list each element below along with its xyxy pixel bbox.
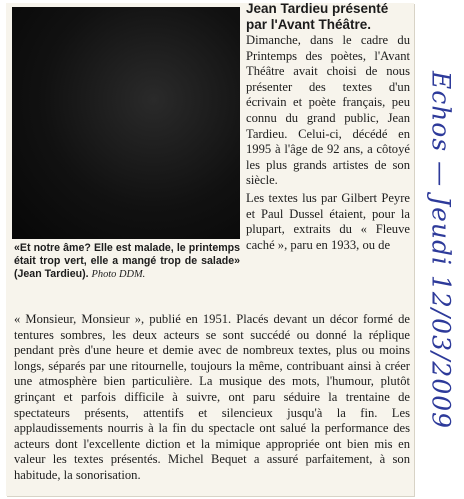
photo-backdrop (12, 7, 240, 239)
handwritten-annotation (418, 0, 464, 499)
handwritten-date: Echos — Jeudi 12/03/2009 (426, 70, 456, 430)
paragraph-performance: « Monsieur, Monsieur », publié en 1951. Placés devant un décor formé de tentures sombres, les deux acteurs se sont succédé ou donné la réplique pendant près d'une heure et demie avec de nombreux textes, plus ou moins longs, séparés par une ritournelle, toujours la même, contribuant ainsi à créer une atmosphère bien particulière. La musique des mots, l'humour, plutôt grinçant et parfois difficile à suivre, ont paru séduire la trentaine de spectateurs présents, attentifs et silencieux jusqu'à la fin. Les applaudissements nourris à la fin du spectacle ont salué la performance des acteurs dont l'excellente diction et la mimique appropriée ont bien mis en valeur les textes présentés. Michel Bequet a assuré parfaitement, à son habitude, la sonorisation. (14, 312, 410, 482)
article-bottom-column (14, 312, 410, 484)
photo-caption (14, 242, 240, 282)
article-headline: Jean Tardieu présenté par l'Avant Théâtre. (246, 1, 389, 32)
paragraph-intro: Dimanche, dans le cadre du Printemps des poètes, l'Avant Théâtre avait choisi de nous présenter des textes d'un écrivain et poète français, peu connu du grand public, Jean Tardieu. Celui-ci, décédé en 1995 à l'âge de 92 ans, a côtoyé les plus grands artistes de son siècle. (246, 33, 410, 188)
article-right-column (246, 33, 410, 253)
paragraph-readers: Les textes lus par Gilbert Peyre et Paul Dussel étaient, pour la plupart, extraits du « Fleuve caché », paru en 1933, ou de (246, 190, 410, 252)
caption-text: «Et notre âme? Elle est malade, le printemps était trop vert, elle a mangé trop de salade» (Jean Tardieu). (14, 242, 240, 281)
photo-credit: Photo DDM. (91, 269, 146, 281)
article-photo (12, 7, 240, 239)
